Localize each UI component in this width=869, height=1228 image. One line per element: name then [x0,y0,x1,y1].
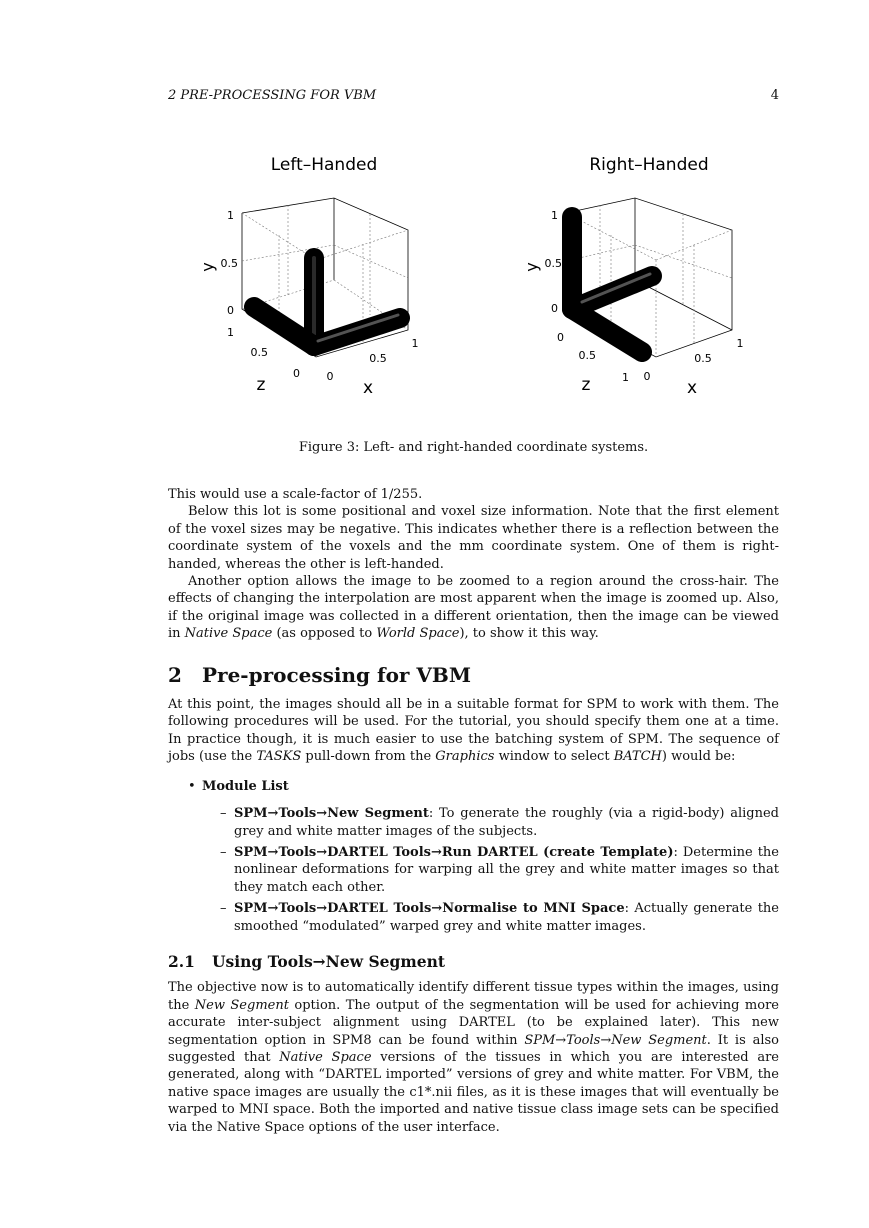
left-y-tick-0-5: 0.5 [220,257,238,270]
native-space-term: Native Space [184,626,273,642]
right-handed-plot [522,155,744,398]
right-y-tick-1: 1 [551,209,558,222]
left-handed-plot [198,155,419,398]
right-z-axis-label: z [581,375,591,395]
section-heading [168,662,779,687]
module-description: : To generate the roughly (via a rigid-body) aligned grey and white matter images of the subjects. [234,806,779,839]
left-plot-title: Left–Handed [270,155,378,175]
paragraph-new-segment [168,979,779,1136]
world-space-term: World Space [376,626,460,642]
right-z-tick-0: 0 [557,331,564,344]
paragraph-text: The objective now is to automatically identify different tissue types within the images, using the [168,980,779,1013]
paragraph-voxel-info: Below this lot is some positional and voxel size information. Note that the first element of the voxel sizes may be negative. This indicates whether there is a reflection between the coordinate system of the voxels and the mm coordinate system. One of them is right-handed, whereas the other is left-handed. [168,504,779,572]
left-z-tick-0: 0 [293,367,300,380]
figure-coordinate-systems [168,140,779,440]
module-item-run-dartel [220,844,779,896]
body-text [168,486,779,1136]
figure-caption: Figure 3: Left- and right-handed coordinate systems. [298,440,649,455]
native-space-term: Native Space [279,1049,372,1065]
page-number: 4 [770,88,779,103]
running-header [168,88,779,103]
module-item-new-segment [220,805,779,840]
module-description: : Determine the nonlinear deformations for warping all the grey and white matter images so that they match each other. [234,844,779,895]
right-x-tick-0: 0 [643,370,651,383]
left-y-tick-0: 0 [227,304,234,317]
paragraph-zoom-option [168,573,779,643]
paragraph-text: pull-down from the [301,749,436,765]
section-number: 2 [168,662,182,687]
subsection-title: Using Tools→New Segment [212,951,446,971]
paragraph-text: ) would be: [661,749,736,765]
batch-term: BATCH [613,749,662,765]
right-z-tick-0-5: 0.5 [578,349,596,362]
left-y-tick-1: 1 [227,209,234,222]
module-list-item [188,778,779,935]
module-name: SPM→Tools→DARTEL Tools→Run DARTEL (create Template) [234,844,674,860]
left-z-tick-1: 1 [227,326,234,339]
left-z-tick-0-5: 0.5 [250,346,268,359]
right-x-tick-0-5: 0.5 [694,352,712,365]
paragraph-text: Another option allows the image to be zoomed to a region around the cross-hair. The effects of changing the interpolation are most apparent when the image is zoomed up. Also, if the original image was collected in a different orientation, then the image can be viewed in [168,574,779,642]
module-list-label: Module List [202,778,289,794]
tasks-term: TASKS [256,749,302,765]
paragraph-text: versions of the tissues in which you are interested are generated, along with “DARTEL imported” versions of grey and white matter. For VBM, the native space images are usually the c1*.nii files, as it is these images that will eventually be warped to MNI space. Both the imported and native tissue class image sets can be specified via the Native Space options of the user interface. [168,1049,779,1135]
right-x-tick-1: 1 [736,337,744,350]
paragraph-text: option. The output of the segmentation will be used for achieving more accurate inter-subject alignment using DARTEL (to be explained later). This new segmentation option in SPM8 can be found within [168,997,779,1048]
paragraph-text: window to select [494,749,614,765]
paragraph-text: (as opposed to [272,626,377,642]
module-sublist [202,805,779,935]
left-x-tick-0: 0 [326,370,334,383]
right-y-tick-0-5: 0.5 [544,257,562,270]
running-header-section: 2 PRE-PROCESSING FOR VBM [168,88,377,103]
new-segment-term: New Segment [194,997,289,1013]
left-z-axis-label: z [256,375,266,395]
paragraph-scale-factor: This would use a scale-factor of 1/255. [168,487,423,502]
module-list [168,778,779,935]
paragraph-text: At this point, the images should all be in a suitable format for SPM to work with them. The following procedures will be used. For the tutorial, you should specify them one at a time. In practice though, it is much easier to use the batching system of SPM. The sequence of jobs (use the [168,697,779,765]
paragraph-intro [168,696,779,766]
right-x-axis-label: x [686,378,698,398]
section-title: Pre-processing for VBM [202,662,471,687]
menu-path-term: SPM→Tools→New Segment [524,1032,707,1048]
subsection-number: 2.1 [168,951,195,971]
right-y-axis-label: y [522,262,541,272]
module-name: SPM→Tools→New Segment [234,806,429,822]
left-x-axis-label: x [362,378,374,398]
right-y-tick-0: 0 [551,302,558,315]
left-plot-axes-rods [254,258,400,346]
paragraph-text: ), to show it this way. [459,626,599,642]
right-plot-title: Right–Handed [589,155,709,175]
left-x-tick-1: 1 [411,337,419,350]
left-x-tick-0-5: 0.5 [369,352,387,365]
left-y-axis-label: y [198,262,217,272]
paragraph-text: . It is also suggested that [168,1032,779,1065]
graphics-term: Graphics [435,749,495,765]
module-name: SPM→Tools→DARTEL Tools→Normalise to MNI Space [234,901,625,917]
subsection-heading [168,953,779,970]
module-item-normalise-mni [220,900,779,935]
right-z-tick-1: 1 [622,371,629,384]
module-description: : Actually generate the smoothed “modulated” warped grey and white matter images. [234,901,779,934]
coordinate-systems-plots [168,140,779,440]
